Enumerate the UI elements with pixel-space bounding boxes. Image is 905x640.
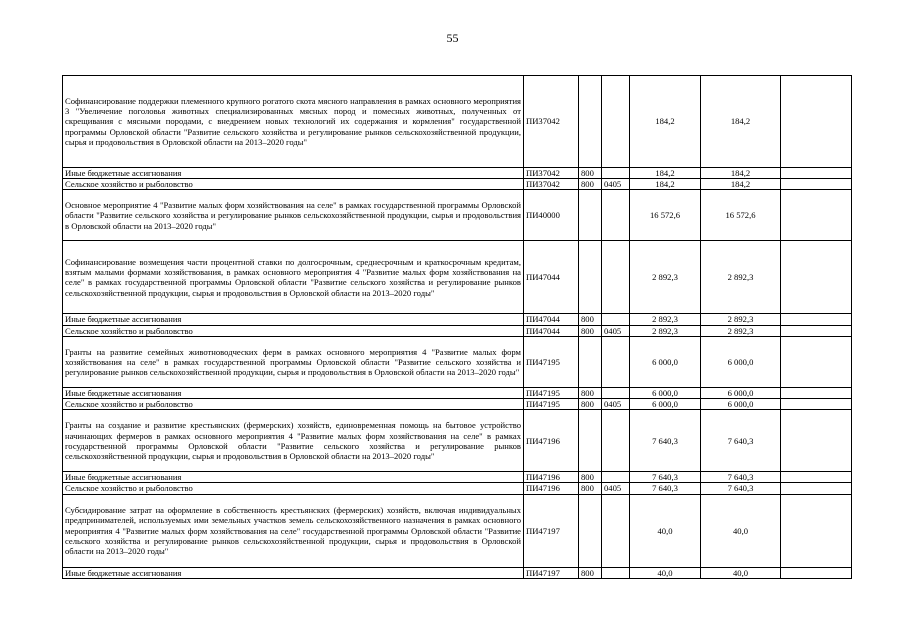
row-section: 0405 <box>602 399 630 410</box>
row-expense-type: 800 <box>579 567 602 578</box>
row-amount-3 <box>781 325 852 336</box>
row-code: ПИ47197 <box>524 494 579 567</box>
row-amount-2: 184,2 <box>701 76 781 168</box>
row-amount-3 <box>781 483 852 494</box>
row-expense-type: 800 <box>579 387 602 398</box>
row-name: Субсидирование затрат на оформление в собственность крестьянских (фермерских) хозяйств, включая индивидуальных предпринимателей, используемых ими земельных участков земель сельскохозяйственного назначения в рамках основного мероприятия 4 "Развитие малых форм хозяйствования на селе" государственной программы Орловской области "Развитие сельского хозяйства и регулирование рынков сельскохозяйственной продукции, сырья и продовольствия в Орловской области на 2013–2020 годы" <box>63 494 524 567</box>
row-amount-1: 16 572,6 <box>630 190 701 241</box>
row-expense-type: 800 <box>579 483 602 494</box>
row-amount-1: 7 640,3 <box>630 410 701 472</box>
row-amount-3 <box>781 399 852 410</box>
table-row <box>63 483 852 494</box>
row-code: ПИ37042 <box>524 76 579 168</box>
table-row <box>63 494 852 567</box>
row-amount-1: 2 892,3 <box>630 325 701 336</box>
row-code: ПИ47044 <box>524 325 579 336</box>
row-expense-type <box>579 336 602 387</box>
row-amount-3 <box>781 336 852 387</box>
row-expense-type <box>579 190 602 241</box>
row-section <box>602 168 630 179</box>
row-section <box>602 567 630 578</box>
row-amount-2: 40,0 <box>701 567 781 578</box>
row-amount-1: 6 000,0 <box>630 336 701 387</box>
row-amount-2: 184,2 <box>701 179 781 190</box>
row-amount-2: 2 892,3 <box>701 241 781 314</box>
budget-table <box>62 75 852 579</box>
table-row <box>63 567 852 578</box>
row-amount-1: 184,2 <box>630 76 701 168</box>
row-code: ПИ47196 <box>524 483 579 494</box>
row-code: ПИ37042 <box>524 179 579 190</box>
row-section <box>602 494 630 567</box>
row-name: Иные бюджетные ассигнования <box>63 387 524 398</box>
table-row <box>63 325 852 336</box>
row-code: ПИ47196 <box>524 472 579 483</box>
row-amount-1: 2 892,3 <box>630 241 701 314</box>
row-expense-type: 800 <box>579 168 602 179</box>
row-code: ПИ47196 <box>524 410 579 472</box>
row-amount-2: 7 640,3 <box>701 410 781 472</box>
row-section <box>602 314 630 325</box>
row-expense-type: 800 <box>579 314 602 325</box>
row-section <box>602 190 630 241</box>
row-name: Сельское хозяйство и рыболовство <box>63 483 524 494</box>
row-expense-type: 800 <box>579 472 602 483</box>
row-amount-2: 16 572,6 <box>701 190 781 241</box>
row-amount-2: 7 640,3 <box>701 472 781 483</box>
row-name: Иные бюджетные ассигнования <box>63 567 524 578</box>
row-amount-2: 184,2 <box>701 168 781 179</box>
table-row <box>63 387 852 398</box>
row-section: 0405 <box>602 179 630 190</box>
row-code: ПИ47044 <box>524 241 579 314</box>
row-amount-2: 2 892,3 <box>701 325 781 336</box>
row-amount-2: 7 640,3 <box>701 483 781 494</box>
row-name: Сельское хозяйство и рыболовство <box>63 399 524 410</box>
row-expense-type <box>579 494 602 567</box>
row-amount-3 <box>781 410 852 472</box>
row-amount-3 <box>781 168 852 179</box>
row-section <box>602 410 630 472</box>
table-row <box>63 314 852 325</box>
row-amount-3 <box>781 472 852 483</box>
row-amount-1: 184,2 <box>630 179 701 190</box>
row-code: ПИ47195 <box>524 399 579 410</box>
row-section <box>602 241 630 314</box>
row-section: 0405 <box>602 483 630 494</box>
row-name: Софинансирование поддержки племенного крупного рогатого скота мясного направления в рамках основного мероприятия 3 "Увеличение поголовья животных специализированных мясных пород и помесных животных, полученных от скрещивания с мясными породами, с внедрением новых технологий их содержания и кормления" государственной программы Орловской области "Развитие сельского хозяйства и регулирование рынков сельскохозяйственной продукции, сырья и продовольствия в Орловской области на 2013–2020 годы" <box>63 76 524 168</box>
row-amount-3 <box>781 76 852 168</box>
row-amount-3 <box>781 567 852 578</box>
row-amount-2: 6 000,0 <box>701 336 781 387</box>
row-amount-2: 2 892,3 <box>701 314 781 325</box>
row-name: Софинансирование возмещения части процентной ставки по долгосрочным, среднесрочным и краткосрочным кредитам, взятым малыми формами хозяйствования, в рамках основного мероприятия 4 "Развитие малых форм хозяйствования на селе" в рамках государственной программы Орловской области "Развитие сельского хозяйства и регулирование рынков сельскохозяйственной продукции, сырья и продовольствия в Орловской области на 2013–2020 годы" <box>63 241 524 314</box>
row-code: ПИ47044 <box>524 314 579 325</box>
table-row <box>63 168 852 179</box>
table-row <box>63 336 852 387</box>
row-code: ПИ37042 <box>524 168 579 179</box>
row-code: ПИ47195 <box>524 387 579 398</box>
row-name: Иные бюджетные ассигнования <box>63 314 524 325</box>
table-row <box>63 241 852 314</box>
row-expense-type <box>579 241 602 314</box>
row-expense-type: 800 <box>579 179 602 190</box>
row-name: Иные бюджетные ассигнования <box>63 472 524 483</box>
table-row <box>63 410 852 472</box>
row-code: ПИ40000 <box>524 190 579 241</box>
row-section: 0405 <box>602 325 630 336</box>
row-section <box>602 472 630 483</box>
page-number: 55 <box>446 31 459 45</box>
row-name: Основное мероприятие 4 "Развитие малых форм хозяйствования на селе" в рамках государственной программы Орловской области "Развитие сельского хозяйства и регулирование рынков сельскохозяйственной продукции, сырья и продовольствия в Орловской области на 2013–2020 годы" <box>63 190 524 241</box>
table-row <box>63 190 852 241</box>
row-amount-1: 2 892,3 <box>630 314 701 325</box>
row-name: Гранты на развитие семейных животноводческих ферм в рамках основного мероприятия 4 "Развитие малых форм хозяйствования на селе" в рамках государственной программы Орловской области "Развитие сельского хозяйства и регулирование рынков сельскохозяйственной продукции, сырья и продовольствия в Орловской области на 2013–2020 годы" <box>63 336 524 387</box>
row-amount-3 <box>781 314 852 325</box>
row-amount-1: 7 640,3 <box>630 483 701 494</box>
row-amount-2: 40,0 <box>701 494 781 567</box>
row-code: ПИ47195 <box>524 336 579 387</box>
table-row <box>63 472 852 483</box>
row-name: Иные бюджетные ассигнования <box>63 168 524 179</box>
table-row <box>63 76 852 168</box>
row-amount-3 <box>781 241 852 314</box>
row-expense-type <box>579 76 602 168</box>
row-section <box>602 387 630 398</box>
row-code: ПИ47197 <box>524 567 579 578</box>
row-amount-2: 6 000,0 <box>701 399 781 410</box>
row-amount-1: 40,0 <box>630 494 701 567</box>
row-amount-3 <box>781 179 852 190</box>
table-row <box>63 179 852 190</box>
row-expense-type <box>579 410 602 472</box>
row-amount-1: 6 000,0 <box>630 399 701 410</box>
row-amount-1: 7 640,3 <box>630 472 701 483</box>
row-amount-3 <box>781 494 852 567</box>
row-name: Сельское хозяйство и рыболовство <box>63 325 524 336</box>
row-amount-3 <box>781 190 852 241</box>
row-name: Сельское хозяйство и рыболовство <box>63 179 524 190</box>
row-expense-type: 800 <box>579 399 602 410</box>
row-amount-1: 6 000,0 <box>630 387 701 398</box>
row-amount-3 <box>781 387 852 398</box>
row-expense-type: 800 <box>579 325 602 336</box>
table-row <box>63 399 852 410</box>
row-amount-2: 6 000,0 <box>701 387 781 398</box>
row-amount-1: 184,2 <box>630 168 701 179</box>
row-section <box>602 76 630 168</box>
row-amount-1: 40,0 <box>630 567 701 578</box>
row-name: Гранты на создание и развитие крестьянских (фермерских) хозяйств, единовременная помощь на бытовое устройство начинающих фермеров в рамках основного мероприятия 4 "Развитие малых форм хозяйствования на селе" в рамках государственной программы Орловской области "Развитие сельского хозяйства и регулирование рынков сельскохозяйственной продукции, сырья и продовольствия в Орловской области на 2013–2020 годы" <box>63 410 524 472</box>
row-section <box>602 336 630 387</box>
